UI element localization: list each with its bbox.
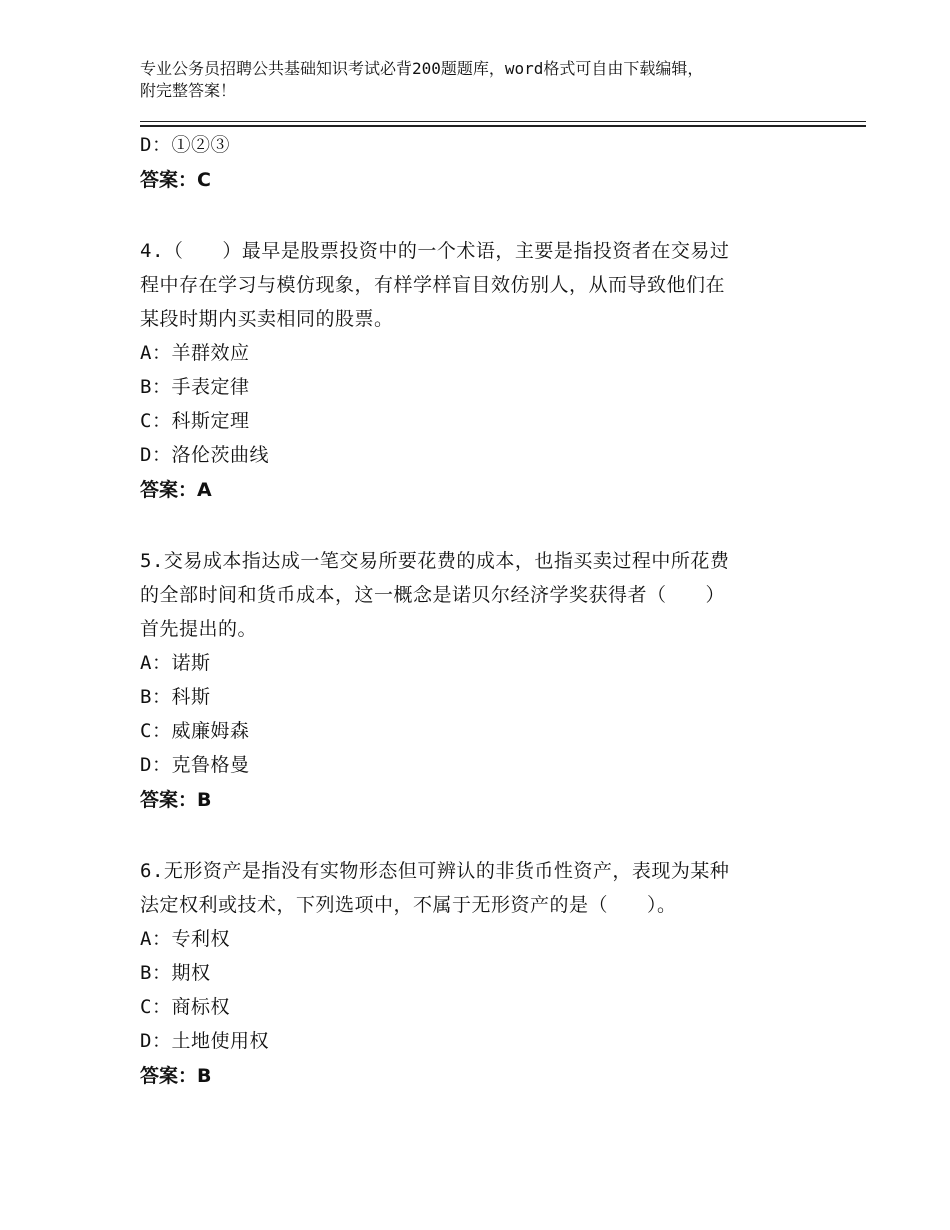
question-stem-line: 6.无形资产是指没有实物形态但可辨认的非货币性资产，表现为某种 bbox=[140, 860, 730, 882]
option-d: D：克鲁格曼 bbox=[140, 754, 250, 776]
question-stem-line: 5.交易成本指达成一笔交易所要花费的成本，也指买卖过程中所花费 bbox=[140, 550, 730, 572]
option-d: D：洛伦茨曲线 bbox=[140, 444, 269, 466]
option-b: B：期权 bbox=[140, 962, 211, 984]
option-c: C：威廉姆森 bbox=[140, 720, 250, 742]
spacer bbox=[140, 198, 820, 234]
option-a: A：诺斯 bbox=[140, 652, 211, 674]
prev-option-d: D：①②③ bbox=[140, 134, 230, 156]
question-stem-line: 程中存在学习与模仿现象，有样学样盲目效仿别人，从而导致他们在 bbox=[140, 274, 726, 296]
answer: 答案：B bbox=[140, 1065, 212, 1087]
header-rule-thick bbox=[140, 125, 866, 127]
answer: 答案：B bbox=[140, 789, 212, 811]
option-b: B：科斯 bbox=[140, 686, 211, 708]
header-line-2: 附完整答案！ bbox=[140, 81, 237, 100]
prev-answer: 答案：C bbox=[140, 169, 211, 191]
option-c: C：商标权 bbox=[140, 996, 230, 1018]
option-d: D：土地使用权 bbox=[140, 1030, 269, 1052]
question-block bbox=[140, 854, 820, 1094]
option-c: C：科斯定理 bbox=[140, 410, 250, 432]
option-b: B：手表定律 bbox=[140, 376, 250, 398]
spacer bbox=[140, 508, 820, 544]
question-stem-line: 法定权利或技术，下列选项中，不属于无形资产的是（ ）。 bbox=[140, 894, 677, 916]
question-stem-line: 的全部时间和货币成本，这一概念是诺贝尔经济学奖获得者（ ） bbox=[140, 584, 726, 606]
answer: 答案：A bbox=[140, 479, 212, 501]
question-stem-line: 4.（ ）最早是股票投资中的一个术语，主要是指投资者在交易过 bbox=[140, 240, 730, 262]
question-block bbox=[140, 544, 820, 818]
option-a: A：羊群效应 bbox=[140, 342, 250, 364]
question-block bbox=[140, 234, 820, 508]
document-header bbox=[140, 58, 820, 102]
question-stem-line: 某段时期内买卖相同的股票。 bbox=[140, 308, 394, 330]
option-a: A：专利权 bbox=[140, 928, 230, 950]
header-rule-thin bbox=[140, 121, 866, 122]
question-content bbox=[140, 128, 820, 1094]
question-stem-line: 首先提出的。 bbox=[140, 618, 258, 640]
spacer bbox=[140, 818, 820, 854]
header-line-1: 专业公务员招聘公共基础知识考试必背200题题库，word格式可自由下载编辑， bbox=[140, 59, 704, 78]
